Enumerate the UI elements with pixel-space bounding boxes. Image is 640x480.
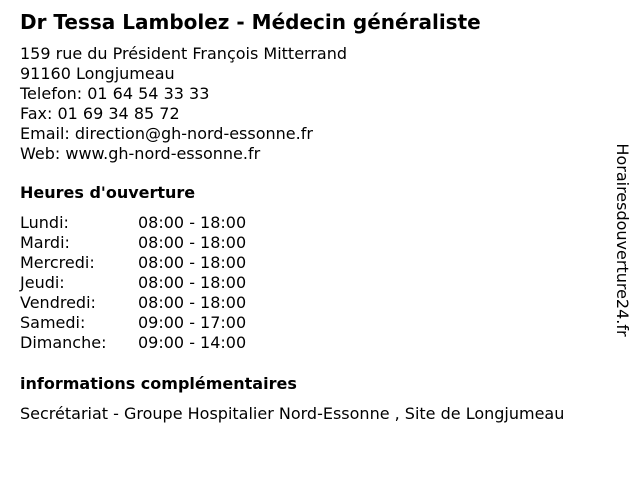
address-street: 159 rue du Président François Mitterrand (20, 44, 348, 63)
time-range: 08:00 - 18:00 (138, 213, 247, 232)
info-text: Secrétariat - Groupe Hospitalier Nord-Essonne , Site de Longjumeau (20, 404, 565, 423)
hours-row-friday (20, 293, 280, 313)
day-label: Samedi: (20, 313, 86, 332)
time-range: 08:00 - 18:00 (138, 293, 247, 312)
hours-row-monday (20, 213, 280, 233)
day-label: Mercredi: (20, 253, 95, 272)
time-range: 08:00 - 18:00 (138, 273, 247, 292)
hours-row-tuesday (20, 233, 280, 253)
hours-heading: Heures d'ouverture (20, 183, 196, 202)
fax-text: Fax: 01 69 34 85 72 (20, 104, 180, 123)
phone-text: Telefon: 01 64 54 33 33 (20, 84, 210, 103)
contact-block (20, 44, 347, 164)
time-range: 09:00 - 14:00 (138, 333, 247, 352)
time-range: 08:00 - 18:00 (138, 253, 247, 272)
page-title: Dr Tessa Lambolez - Médecin généraliste (20, 10, 481, 34)
day-label: Mardi: (20, 233, 70, 252)
hours-row-wednesday (20, 253, 280, 273)
hours-row-sunday (20, 333, 280, 353)
time-range: 09:00 - 17:00 (138, 313, 247, 332)
web-text: Web: www.gh-nord-essonne.fr (20, 144, 261, 163)
hours-row-thursday (20, 273, 280, 293)
hours-row-saturday (20, 313, 280, 333)
day-label: Vendredi: (20, 293, 96, 312)
address-city: 91160 Longjumeau (20, 64, 175, 83)
brand-watermark: Horairesdouverture24.fr (613, 143, 632, 337)
hours-table (20, 213, 280, 353)
day-label: Dimanche: (20, 333, 107, 352)
day-label: Lundi: (20, 213, 69, 232)
time-range: 08:00 - 18:00 (138, 233, 247, 252)
info-heading: informations complémentaires (20, 374, 297, 393)
day-label: Jeudi: (20, 273, 65, 292)
email-text: Email: direction@gh-nord-essonne.fr (20, 124, 313, 143)
